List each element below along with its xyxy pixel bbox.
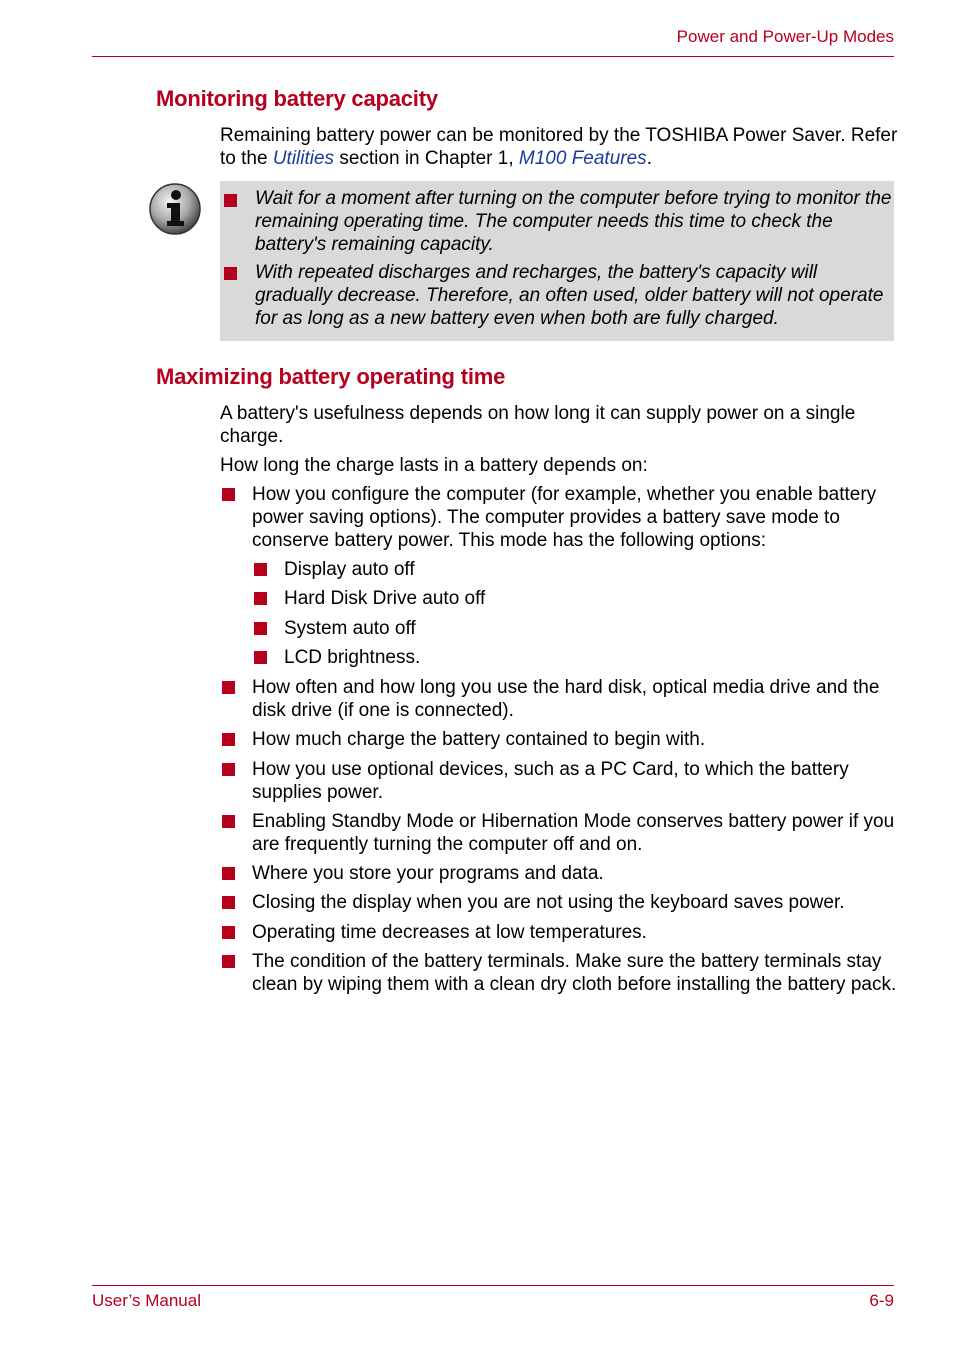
sub-list-item: System auto off <box>284 617 884 640</box>
section-heading-maximizing: Maximizing battery operating time <box>156 364 506 389</box>
square-bullet-icon <box>254 592 267 605</box>
square-bullet-icon <box>222 681 235 694</box>
list-item: How much charge the battery contained to begin with. <box>252 728 897 751</box>
depends-paragraph: How long the charge lasts in a battery depends on: <box>220 455 648 476</box>
paragraph-text-b: section in Chapter 1, <box>334 148 519 169</box>
square-bullet-icon <box>222 733 235 746</box>
paragraph-text-a: Remaining battery power can be monitored by the TOSHIBA Power Saver. Refer to the <box>220 125 898 169</box>
utilities-link[interactable]: Utilities <box>272 148 335 169</box>
square-bullet-icon <box>254 622 267 635</box>
list-item: How you use optional devices, such as a PC Card, to which the battery supplies power. <box>252 758 897 804</box>
m100-features-link[interactable]: M100 Features <box>518 148 647 169</box>
paragraph-text-c: . <box>646 148 652 169</box>
square-bullet-icon <box>222 955 235 968</box>
running-header: Power and Power-Up Modes <box>676 27 894 46</box>
list-item: Enabling Standby Mode or Hibernation Mode conserves battery power if you are frequently turning the computer off and on. <box>252 810 897 856</box>
square-bullet-icon <box>254 563 267 576</box>
sub-list-item: Hard Disk Drive auto off <box>284 587 884 610</box>
section-heading-monitoring: Monitoring battery capacity <box>156 86 438 111</box>
note-item: Wait for a moment after turning on the computer before trying to monitor the remaining operating time. The computer needs this time to check the battery's remaining capacity. <box>255 188 892 255</box>
header-rule <box>92 56 894 57</box>
list-item: The condition of the battery terminals. Make sure the battery terminals stay clean by wiping them with a clean dry cloth before installing the battery pack. <box>252 950 897 996</box>
square-bullet-icon <box>222 488 235 501</box>
square-bullet-icon <box>224 194 237 207</box>
square-bullet-icon <box>222 763 235 776</box>
sub-list-item: LCD brightness. <box>284 646 884 669</box>
square-bullet-icon <box>222 926 235 939</box>
info-icon <box>148 182 202 236</box>
page-number: 6-9 <box>869 1291 894 1310</box>
monitoring-paragraph <box>220 124 900 170</box>
square-bullet-icon <box>222 815 235 828</box>
sub-list-item: Display auto off <box>284 558 884 581</box>
square-bullet-icon <box>224 267 237 280</box>
footer-rule <box>92 1285 894 1286</box>
list-item: How you configure the computer (for example, whether you enable battery power saving options). The computer provides a battery save mode to conserve battery power. This mode has the following options: <box>252 483 897 552</box>
square-bullet-icon <box>222 896 235 909</box>
list-item: Closing the display when you are not using the keyboard saves power. <box>252 891 897 914</box>
square-bullet-icon <box>254 651 267 664</box>
list-item: Where you store your programs and data. <box>252 862 897 885</box>
note-item: With repeated discharges and recharges, the battery's capacity will gradually decrease. Therefore, an often used, older battery will not operate for as long as a new battery even when both are fully charged. <box>255 262 884 329</box>
usefulness-paragraph: A battery's usefulness depends on how long it can supply power on a single charge. <box>220 403 856 447</box>
note-box <box>220 181 894 341</box>
square-bullet-icon <box>222 867 235 880</box>
list-item: Operating time decreases at low temperatures. <box>252 921 897 944</box>
footer-manual-title: User’s Manual <box>92 1291 201 1310</box>
list-item: How often and how long you use the hard disk, optical media drive and the disk drive (if one is connected). <box>252 676 897 722</box>
